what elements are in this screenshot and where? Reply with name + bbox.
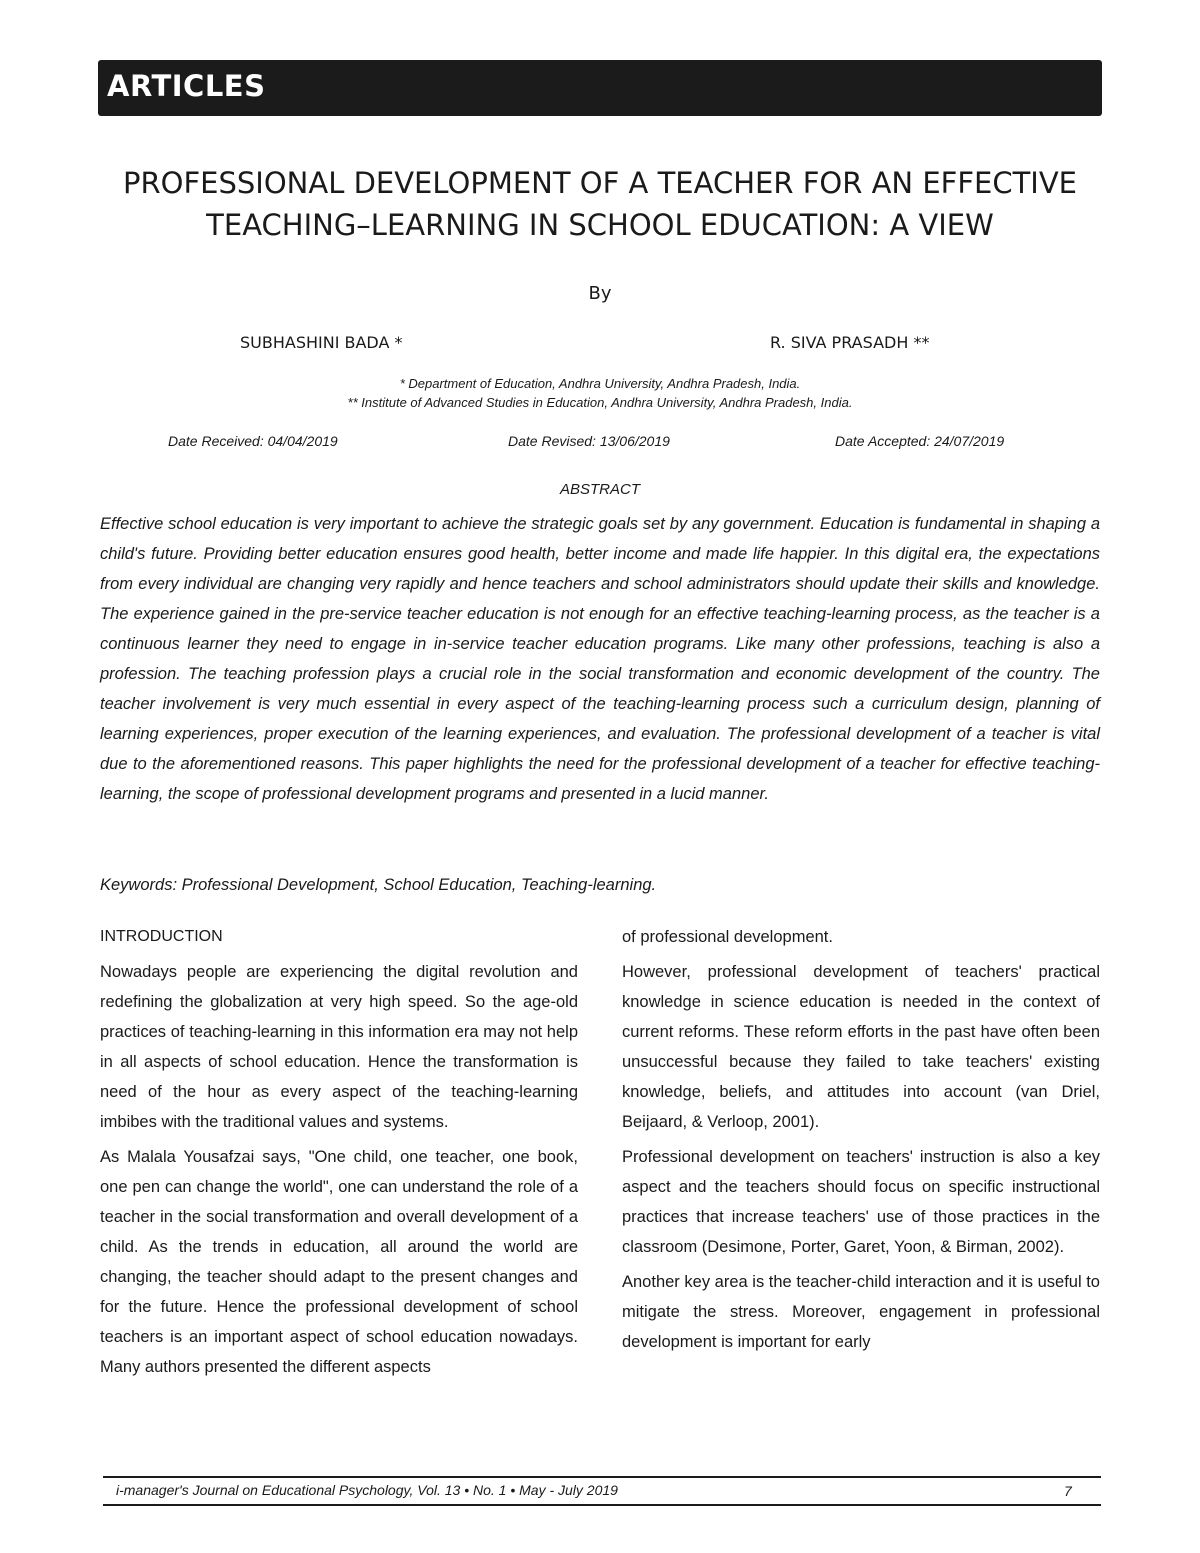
journal-footer: i-manager's Journal on Educational Psychology, Vol. 13 • No. 1 • May - July 2019 bbox=[116, 1482, 618, 1498]
body-column-right bbox=[622, 922, 1100, 1362]
date-accepted: Date Accepted: 24/07/2019 bbox=[835, 433, 1005, 449]
abstract-text: Effective school education is very important to achieve the strategic goals set by any government. Education is fundamental in shaping a child's future. Providing better education ensures good health, better income and made life happier. In this digital era, the expectations from every individual are changing very rapidly and hence teachers and school administrators should update their skills and knowledge. The experience gained in the pre-service teacher education is not enough for an effective teaching-learning process, as the teacher is a continuous learner they need to engage in in-service teacher education programs. Like many other professions, teaching is also a profession. The teaching profession plays a crucial role in the social transformation and economic development of the country. The teacher involvement is very much essential in every aspect of the teaching-learning process such a curriculum design, planning of learning experiences, proper execution of the learning experiences, and evaluation. The professional development of a teacher is vital due to the aforementioned reasons. This paper highlights the need for the professional development of a teacher for effective teaching-learning, the scope of professional development programs and presented in a lucid manner. bbox=[100, 515, 1100, 803]
introduction-heading: INTRODUCTION bbox=[100, 928, 223, 945]
author-2: R. SIVA PRASADH ** bbox=[770, 333, 930, 352]
page-number: 7 bbox=[1064, 1483, 1072, 1499]
body-paragraph: Another key area is the teacher-child interaction and it is useful to mitigate the stress. Moreover, engagement in professional development is important for early bbox=[622, 1273, 1100, 1351]
body-paragraph: Nowadays people are experiencing the digital revolution and redefining the globalization at very high speed. So the age-old practices of teaching-learning in this information era may not help in all aspects of school education. Hence the transformation is need of the hour as every aspect of the teaching-learning imbibes with the traditional values and systems. bbox=[100, 963, 578, 1131]
footer-rule-top bbox=[103, 1476, 1101, 1478]
article-title bbox=[80, 162, 1120, 246]
title-line-1: PROFESSIONAL DEVELOPMENT OF A TEACHER FOR AN EFFECTIVE bbox=[123, 166, 1077, 200]
title-line-2: TEACHING–LEARNING IN SCHOOL EDUCATION: A VIEW bbox=[206, 208, 994, 242]
date-received: Date Received: 04/04/2019 bbox=[168, 433, 338, 449]
body-paragraph: However, professional development of teachers' practical knowledge in science education is needed in the context of current reforms. These reform efforts in the past have often been unsuccessful because they failed to take teachers' existing knowledge, beliefs, and attitudes into account (van Driel, Beijaard, & Verloop, 2001). bbox=[622, 963, 1100, 1131]
affiliation-2: ** Institute of Advanced Studies in Education, Andhra University, Andhra Pradesh, India. bbox=[347, 395, 853, 410]
affiliation-1: * Department of Education, Andhra University, Andhra Pradesh, India. bbox=[399, 376, 801, 391]
section-banner bbox=[98, 60, 1102, 116]
keywords: Keywords: Professional Development, School Education, Teaching-learning. bbox=[100, 876, 657, 894]
footer-rule-bottom bbox=[103, 1504, 1101, 1506]
body-paragraph: As Malala Yousafzai says, "One child, one teacher, one book, one pen can change the world", one can understand the role of a teacher in the social transformation and overall development of a child. As the trends in education, all around the world are changing, the teacher should adapt to the present changes and for the future. Hence the professional development of school teachers is an important aspect of school education nowadays. Many authors presented the different aspects bbox=[100, 1148, 578, 1376]
date-revised: Date Revised: 13/06/2019 bbox=[508, 433, 670, 449]
body-paragraph: Professional development on teachers' instruction is also a key aspect and the teachers should focus on specific instructional practices that increase teachers' use of those practices in the classroom (Desimone, Porter, Garet, Yoon, & Birman, 2002). bbox=[622, 1148, 1100, 1256]
abstract-heading: ABSTRACT bbox=[559, 481, 640, 498]
author-1: SUBHASHINI BADA * bbox=[240, 333, 403, 352]
byline: By bbox=[588, 283, 612, 304]
body-column-left bbox=[100, 922, 578, 1387]
section-label: ARTICLES bbox=[107, 69, 266, 103]
body-paragraph: of professional development. bbox=[622, 928, 833, 946]
